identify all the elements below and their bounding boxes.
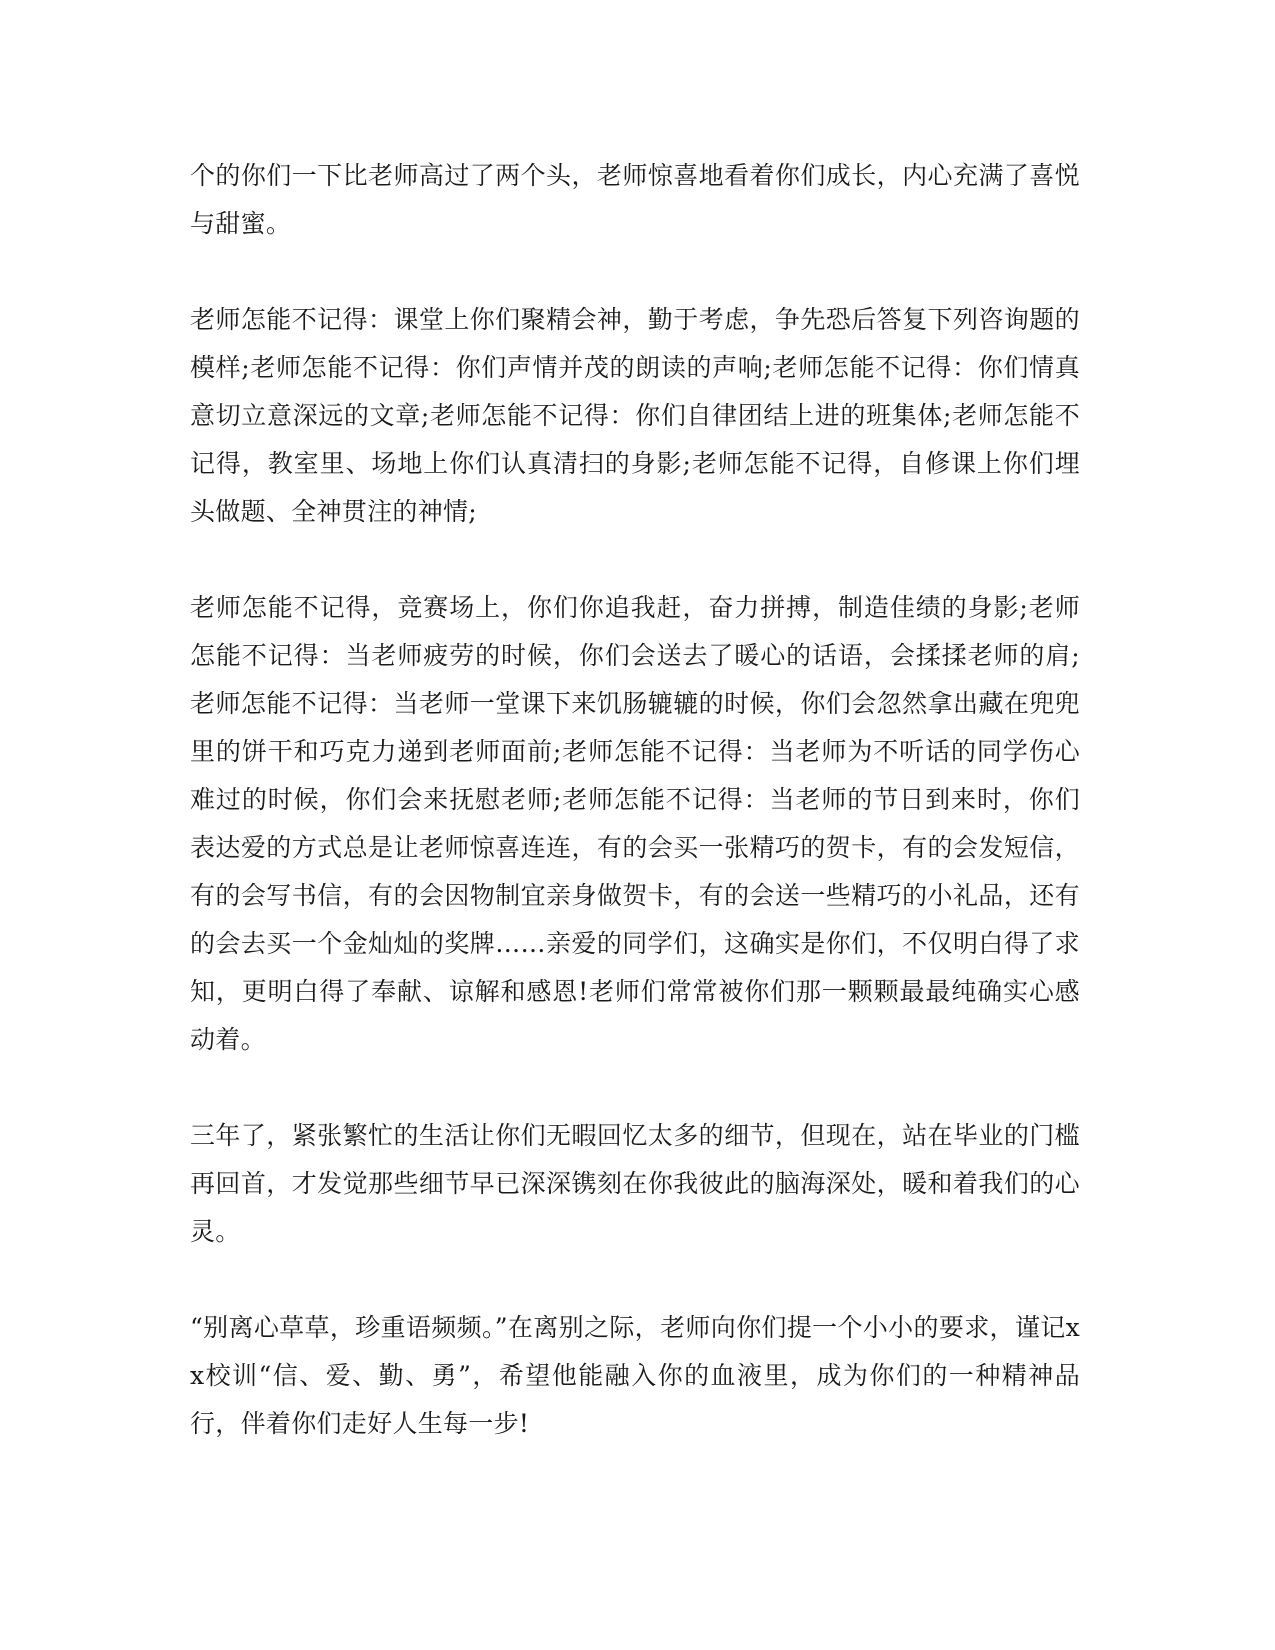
paragraph-2: 老师怎能不记得：课堂上你们聚精会神，勤于考虑，争先恐后答复下列咨询题的模样;老师怎能不记得：你们声情并茂的朗读的声响;老师怎能不记得：你们情真意切立意深远的文章;老师怎能不记得：你们自律团结上进的班集体;老师怎能不记得，教室里、场地上你们认真清扫的身影;老师怎能不记得，自修课上你们埋头做题、全神贯注的神情; xyxy=(190,305,1080,526)
paragraph-4: 三年了，紧张繁忙的生活让你们无暇回忆太多的细节，但现在，站在毕业的门槛再回首，才发觉那些细节早已深深镌刻在你我彼此的脑海深处，暖和着我们的心灵。 xyxy=(190,1121,1080,1246)
paragraph-5: “别离心草草，珍重语频频。”在离别之际，老师向你们提一个小小的要求，谨记xx校训“信、爱、勤、勇”，希望他能融入你的血液里，成为你们的一种精神品行，伴着你们走好人生每一步! xyxy=(190,1313,1080,1438)
paragraph-3: 老师怎能不记得，竞赛场上，你们你追我赶，奋力拼搏，制造佳绩的身影;老师怎能不记得：当老师疲劳的时候，你们会送去了暖心的话语，会揉揉老师的肩;老师怎能不记得：当老师一堂课下来饥肠辘辘的时候，你们会忽然拿出藏在兜兜里的饼干和巧克力递到老师面前;老师怎能不记得：当老师为不听话的同学伤心难过的时候，你们会来抚慰老师;老师怎能不记得：当老师的节日到来时，你们表达爱的方式总是让老师惊喜连连，有的会买一张精巧的贺卡，有的会发短信，有的会写书信，有的会因物制宜亲身做贺卡，有的会送一些精巧的小礼品，还有的会去买一个金灿灿的奖牌……亲爱的同学们，这确实是你们，不仅明白得了求知，更明白得了奉献、谅解和感恩!老师们常常被你们那一颗颗最最纯确实心感动着。 xyxy=(190,593,1080,1054)
paragraph-1: 个的你们一下比老师高过了两个头，老师惊喜地看着你们成长，内心充满了喜悦与甜蜜。 xyxy=(190,161,1080,238)
document-body xyxy=(190,152,1080,1448)
